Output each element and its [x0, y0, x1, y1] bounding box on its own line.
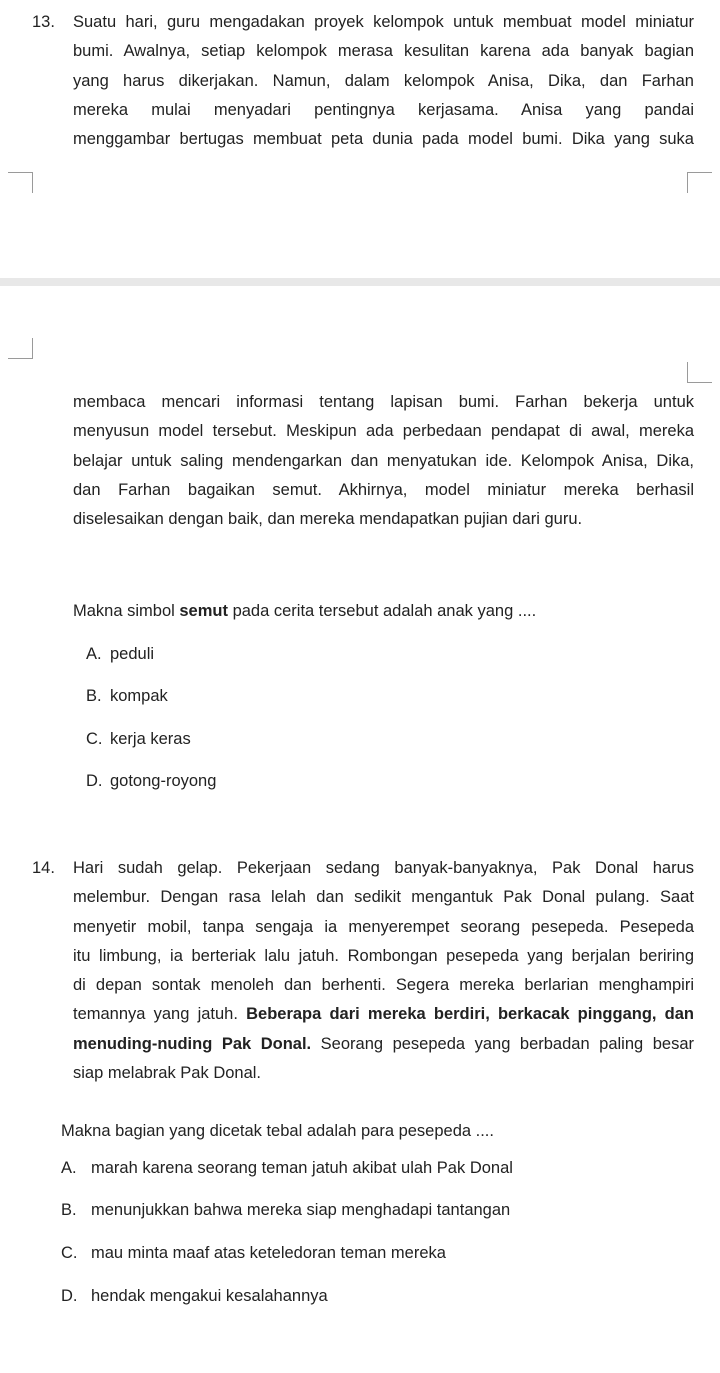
passage-line: menyetir mobil, tanpa sengaja ia menyerempet seorang pesepeda. Pesepeda — [73, 917, 694, 936]
question-14-number: 14. — [32, 859, 55, 877]
passage-bold-text: Beberapa dari mereka berdiri, berkacak pinggang, dan — [246, 1005, 695, 1024]
option-label: A. — [86, 645, 102, 663]
option-label: B. — [61, 1201, 77, 1219]
passage-line: yang harus dikerjakan. Namun, dalam kelompok Anisa, Dika, dan Farhan — [73, 71, 694, 90]
passage-text: Seorang pesepeda yang berbadan paling besar — [311, 1034, 694, 1053]
passage-line: mereka mulai menyadari pentingnya kerjasama. Anisa yang pandai — [73, 100, 694, 119]
q13-option-c[interactable] — [86, 727, 191, 751]
q14-option-a[interactable] — [61, 1156, 513, 1180]
passage-line: diselesaikan dengan baik, dan mereka mendapatkan pujian dari guru. — [73, 510, 583, 529]
option-text: marah karena seorang teman jatuh akibat ulah Pak Donal — [91, 1159, 513, 1177]
crop-mark-bottom-right — [687, 362, 712, 383]
passage-line: menggambar bertugas membuat peta dunia pada model bumi. Dika yang suka — [73, 130, 694, 149]
option-text: menunjukkan bahwa mereka siap menghadapi tantangan — [91, 1201, 511, 1219]
option-text: peduli — [110, 645, 155, 663]
passage-line: belajar untuk saling mendengarkan dan menyatukan ide. Kelompok Anisa, Dika, — [73, 451, 694, 470]
q14-option-d[interactable] — [61, 1284, 328, 1308]
option-text: kerja keras — [110, 730, 191, 748]
option-label: C. — [61, 1244, 78, 1262]
passage-line: membaca mencari informasi tentang lapisan bumi. Farhan bekerja untuk — [73, 393, 694, 411]
passage-line: itu limbung, ia berteriak lalu jatuh. Rombongan pesepeda yang berjalan beriring — [73, 946, 694, 965]
q13-option-b[interactable] — [86, 684, 168, 708]
crop-mark-top-right — [687, 172, 712, 193]
option-label: D. — [61, 1287, 78, 1305]
passage-bold-text: menuding-nuding Pak Donal. — [73, 1034, 312, 1053]
option-text: mau minta maaf atas keteledoran teman mereka — [91, 1244, 446, 1262]
q14-option-c[interactable] — [61, 1241, 446, 1265]
passage-text: temannya yang jatuh. — [73, 1005, 247, 1024]
question-13-prompt — [73, 599, 536, 623]
passage-line: di depan sontak menoleh dan berhenti. Segera mereka berlarian menghampiri — [73, 976, 694, 995]
passage-line-mixed — [73, 1000, 694, 1029]
option-text: kompak — [110, 687, 168, 705]
crop-mark-bottom-left — [8, 338, 33, 359]
passage-line: siap melabrak Pak Donal. — [73, 1064, 262, 1083]
question-14-prompt: Makna bagian yang dicetak tebal adalah para pesepeda .... — [61, 1122, 494, 1140]
option-label: C. — [86, 730, 103, 748]
option-label: A. — [61, 1159, 77, 1177]
crop-mark-top-left — [8, 172, 33, 193]
option-text: gotong-royong — [110, 772, 217, 790]
passage-line: dan Farhan bagaikan semut. Akhirnya, model miniatur mereka berhasil — [73, 480, 694, 499]
question-13-number: 13. — [32, 13, 55, 31]
option-text: hendak mengakui kesalahannya — [91, 1287, 328, 1305]
question-text: pada cerita tersebut adalah anak yang .... — [227, 602, 537, 620]
question-13-passage-part-2 — [73, 388, 694, 534]
passage-line: menyusun model tersebut. Meskipun ada perbedaan pendapat di awal, mereka — [73, 422, 694, 441]
question-14-passage — [73, 854, 694, 1088]
passage-line: Hari sudah gelap. Pekerjaan sedang banyak-banyaknya, Pak Donal harus — [73, 859, 694, 877]
option-label: D. — [86, 772, 103, 790]
passage-line-mixed — [73, 1030, 694, 1059]
passage-line: Suatu hari, guru mengadakan proyek kelompok untuk membuat model miniatur — [73, 13, 694, 31]
page-top-fragment — [0, 0, 720, 278]
q13-option-d[interactable] — [86, 769, 216, 793]
q14-option-b[interactable] — [61, 1198, 510, 1222]
passage-line: bumi. Awalnya, setiap kelompok merasa kesulitan karena ada banyak bagian — [73, 42, 694, 61]
passage-line: melembur. Dengan rasa lelah dan sedikit mengantuk Pak Donal pulang. Saat — [73, 888, 694, 907]
q13-option-a[interactable] — [86, 642, 154, 666]
option-label: B. — [86, 687, 102, 705]
question-bold-word: semut — [179, 602, 228, 620]
question-13-passage-part-1 — [73, 8, 694, 154]
question-text: Makna simbol — [73, 602, 180, 620]
page-break-gap — [0, 278, 720, 286]
